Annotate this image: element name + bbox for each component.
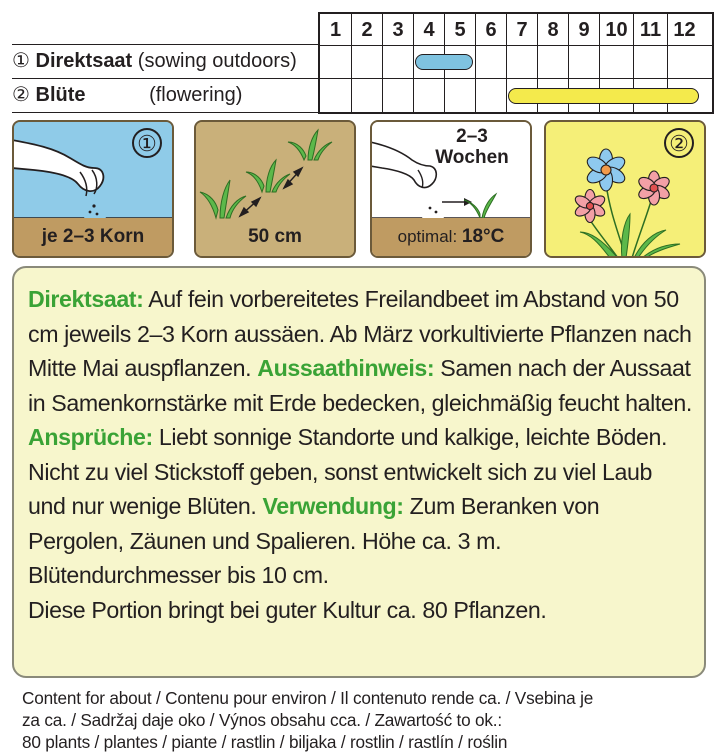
row-note: (sowing outdoors) [137,50,297,72]
keyword-ansprueche: Ansprüche: [28,424,153,450]
month-5: 5 [444,14,475,46]
multilingual-content-note [22,687,712,753]
row-title: Direktsaat [35,50,133,72]
footer-line: za ca. / Sadržaj daje oko / Výnos obsahu cca. / Zawartość to ok.: [22,710,502,730]
tile-caption: 50 cm [248,226,302,247]
tile-germination [370,120,532,258]
temperature-value: 18°C [461,226,505,247]
row-number-badge: ① [12,50,30,72]
row-number-badge: ② [12,84,30,106]
month-11: 11 [633,14,667,46]
month-10: 10 [599,14,633,46]
month-7: 7 [506,14,537,46]
grid-column-rule [413,46,414,112]
temperature-label: optimal: [397,227,462,246]
month-2: 2 [351,14,382,46]
sowing-period-bar [415,54,473,70]
grid-column-rule [382,46,383,112]
calendar-rule [12,112,318,113]
instruction-text: Liebt sonnige Standorte und kalkige, leichte Böden. Nicht zu viel Stickstoff geben, sonst entwickelt sich zu viel Laub und nur wenige Blüten. [28,424,668,519]
row-note: (flowering) [149,84,243,106]
duration-unit: Wochen [435,147,509,168]
grid-column-rule [506,46,507,112]
tile-flowering [544,120,706,258]
month-12: 12 [667,14,701,46]
month-4: 4 [413,14,444,46]
instruction-text: Zum Beranken von Pergolen, Zäunen und Spalieren. Höhe ca. 3 m. Blütendurchmesser bis 10 cm. [28,493,600,588]
month-6: 6 [475,14,506,46]
tile-caption: je 2–3 Korn [14,218,172,256]
calendar-row-direktsaat [12,45,297,77]
tile-caption [372,218,530,256]
keyword-aussaathinweis: Aussaathinweis: [257,355,435,381]
instruction-text: Samen nach der Aussaat in Samenkornstärke mit Erde bedecken, gleichmäßig feucht halten. [28,355,692,416]
instruction-text: Auf fein vorbereitetes Freilandbeet im Abstand von 50 cm jeweils 2–3 Korn aussäen. Ab März vorkultivierte Pflanzen nach Mitte Mai auspflanzen. [28,286,692,381]
germination-duration [432,126,512,168]
step-number-badge: ② [664,128,694,158]
duration-value: 2–3 [456,126,488,147]
portion-note: Diese Portion bringt bei guter Kultur ca. 80 Pflanzen. [28,596,547,623]
month-9: 9 [568,14,599,46]
tile-sowing [12,120,174,258]
month-grid [318,12,714,114]
month-8: 8 [537,14,568,46]
month-1: 1 [329,19,342,41]
grid-column-rule [475,46,476,112]
tile-spacing [194,120,356,258]
footer-line: 80 plants / plantes / piante / rastlin / biljaka / rostlin / rastlín / roślin [22,732,508,752]
grid-rule [320,45,712,46]
growing-instructions [12,266,706,678]
footer-line: Content for about / Contenu pour environ / Il contenuto rende ca. / Vsebina je [22,688,594,708]
step-number-badge: ① [132,128,162,158]
row-title: Blüte [35,84,86,106]
calendar-row-bluete [12,79,242,111]
keyword-direktsaat: Direktsaat: [28,286,144,312]
grid-rule [320,78,712,79]
keyword-verwendung: Verwendung: [262,493,404,519]
flowering-period-bar [508,88,699,104]
month-3: 3 [382,14,413,46]
sowing-calendar [12,6,706,116]
grid-column-rule [351,46,352,112]
